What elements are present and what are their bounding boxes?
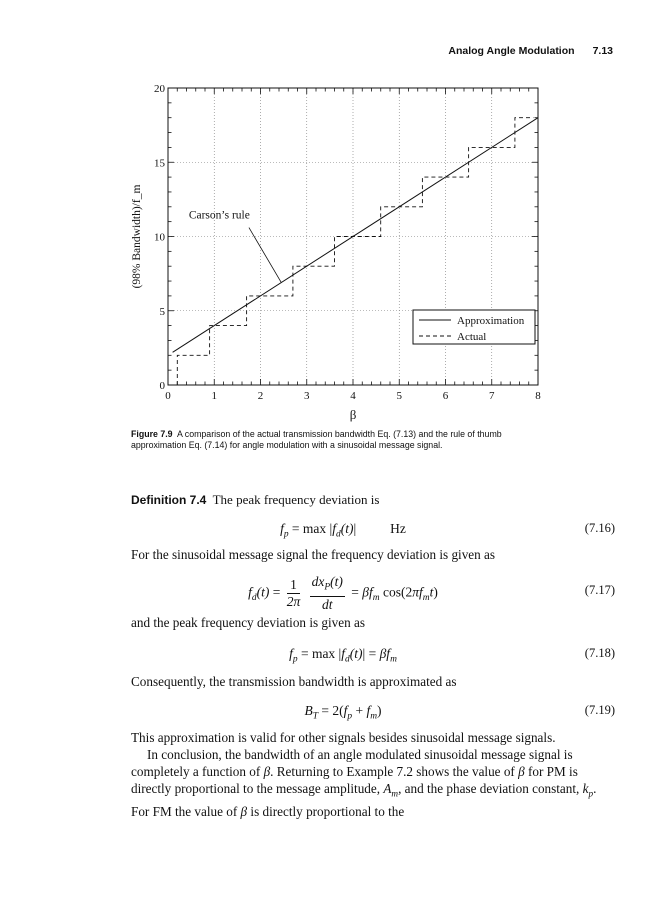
equation-7-16: $f_p = \max |f_d(t)|$ Hz (7.16) [280, 521, 615, 540]
y-tick-label: 15 [154, 157, 165, 170]
equation-number: (7.17) [584, 583, 615, 597]
page-number: 7.13 [592, 45, 613, 57]
y-tick-label: 0 [159, 380, 165, 392]
definition-label: Definition 7.4 [131, 493, 207, 507]
equation-unit: Hz [390, 521, 406, 536]
equation-7-19: $B_T = 2(f_p + f_m)$ (7.19) [304, 703, 615, 722]
running-header [448, 45, 613, 57]
legend-label: Actual [457, 331, 487, 343]
caption-label: Figure 7.9 [131, 429, 173, 439]
x-tick-label: 3 [304, 390, 310, 402]
equation-number: (7.19) [584, 703, 615, 717]
definition-text: The peak frequency deviation is [212, 492, 380, 507]
carsons-rule-leader [249, 228, 281, 283]
x-tick-label: 8 [535, 390, 541, 402]
equation-7-17: $f_d(t)$ = $\frac{1}{2\pi}$ $\frac{dx_P(t)}{dt}$ = $\beta f_m$ $\cos(2\pi f_mt)$ (7.17) [248, 574, 615, 612]
equation-number: (7.16) [584, 521, 615, 535]
y-tick-label: 20 [154, 83, 165, 95]
x-tick-label: 5 [396, 390, 402, 402]
x-tick-label: 6 [442, 390, 449, 402]
figure-caption [131, 429, 543, 451]
x-tick-label: 4 [350, 390, 356, 402]
chart-series [173, 118, 538, 385]
x-tick-label: 1 [211, 390, 217, 402]
paragraph-conclusion: In conclusion, the bandwidth of an angle modulated sinusoidal message signal is completely a function of β. Returning to Example 7.2 shows the value of β for PM is directly proportional to the message amplitude, $A_m$, and the phase deviation constant, $k_p$. For FM the value of β is directly proportional to the [131, 747, 597, 820]
legend-label: Approximation [457, 315, 525, 327]
y-tick-label: 10 [154, 231, 165, 244]
carsons-rule-label: Carson’s rule [188, 209, 250, 222]
caption-text: A comparison of the actual transmission bandwidth Eq. (7.13) and the rule of thumb approximation Eq. (7.14) for angle modulation with a sinusoidal message signal. [131, 429, 502, 450]
x-tick-label: 0 [165, 390, 171, 402]
y-axis-label: (98% Bandwidth)/f_m [131, 184, 143, 289]
chart-legend [413, 310, 535, 344]
y-tick-label: 5 [159, 305, 165, 318]
series-actual [177, 118, 533, 385]
figure-7-9-chart [128, 80, 558, 425]
paragraph: This approximation is valid for other signals besides sinusoidal message signals. [131, 730, 556, 745]
paragraph: and the peak frequency deviation is given as [131, 615, 365, 630]
paragraph: For the sinusoidal message signal the frequency deviation is given as [131, 547, 496, 562]
paragraph: Consequently, the transmission bandwidth is approximated as [131, 674, 457, 689]
equation-7-18: $f_p = \max |f_d(t)| = \beta f_m$ (7.18) [289, 646, 615, 665]
equation-number: (7.18) [584, 646, 615, 660]
x-tick-label: 2 [257, 390, 264, 402]
chart-labels [131, 83, 541, 422]
chart-annotation [189, 210, 282, 283]
x-axis-label: β [349, 407, 357, 422]
definition-7-4 [131, 492, 615, 508]
running-header-title: Analog Angle Modulation [448, 45, 575, 57]
x-tick-label: 7 [489, 390, 495, 402]
